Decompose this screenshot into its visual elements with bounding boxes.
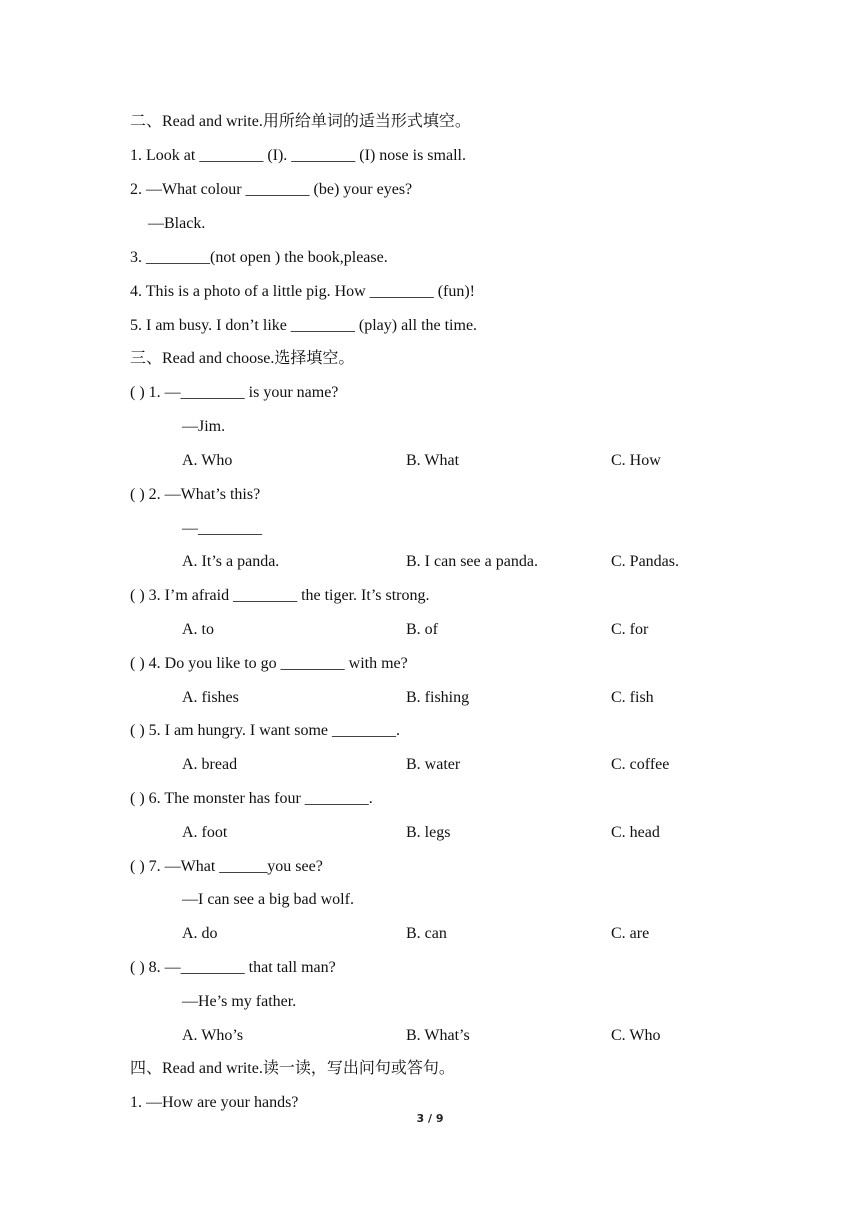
question-6-stem: ( ) 6. The monster has four ________. <box>130 790 373 807</box>
question-8-option-c: C. Who <box>611 1027 661 1044</box>
section2-heading: 二、Read and write.用所给单词的适当形式填空。 <box>130 113 471 130</box>
question-4-option-a: A. fishes <box>182 689 239 706</box>
question-8-option-b: B. What’s <box>406 1027 470 1044</box>
question-2-option-b: B. I can see a panda. <box>406 553 538 570</box>
question-7-stem: ( ) 7. —What ______you see? <box>130 858 323 875</box>
question-2-reply: —________ <box>182 520 262 537</box>
section2-item-4: 4. This is a photo of a little pig. How ________ (fun)! <box>130 283 475 300</box>
question-1-option-b: B. What <box>406 452 460 469</box>
question-8-reply: —He’s my father. <box>182 993 297 1010</box>
section2-item-2-reply: —Black. <box>148 215 206 232</box>
question-6-option-c: C. head <box>611 824 660 841</box>
section3-heading: 三、Read and choose.选择填空。 <box>130 350 355 367</box>
question-3-option-a: A. to <box>182 621 214 638</box>
question-6-option-b: B. legs <box>406 824 451 841</box>
question-7-option-c: C. are <box>611 925 650 942</box>
section2-item-3: 3. ________(not open ) the book,please. <box>130 249 388 266</box>
question-1-stem: ( ) 1. —________ is your name? <box>130 384 339 401</box>
question-1-reply: —Jim. <box>182 418 226 435</box>
question-4-option-c: C. fish <box>611 689 654 706</box>
question-4-stem: ( ) 4. Do you like to go ________ with me? <box>130 655 408 672</box>
question-3-option-c: C. for <box>611 621 649 638</box>
question-5-stem: ( ) 5. I am hungry. I want some ________. <box>130 722 401 739</box>
question-5-option-c: C. coffee <box>611 756 670 773</box>
question-5-option-a: A. bread <box>182 756 238 773</box>
question-5-option-b: B. water <box>406 756 461 773</box>
section2-item-5: 5. I am busy. I don’t like ________ (play) all the time. <box>130 317 478 334</box>
question-1-option-c: C. How <box>611 452 661 469</box>
question-3-option-b: B. of <box>406 621 438 638</box>
question-2-option-c: C. Pandas. <box>611 553 679 570</box>
question-7-option-b: B. can <box>406 925 447 942</box>
section2-item-1: 1. Look at ________ (I). ________ (I) nose is small. <box>130 147 466 164</box>
question-8-stem: ( ) 8. —________ that tall man? <box>130 959 336 976</box>
question-2-stem: ( ) 2. —What’s this? <box>130 486 261 503</box>
question-3-stem: ( ) 3. I’m afraid ________ the tiger. It’s strong. <box>130 587 430 604</box>
section4-heading: 四、Read and write.读一读，写出问句或答句。 <box>130 1060 455 1077</box>
question-6-option-a: A. foot <box>182 824 228 841</box>
section2-item-2: 2. —What colour ________ (be) your eyes? <box>130 181 413 198</box>
question-7-option-a: A. do <box>182 925 218 942</box>
section4-item-1: 1. —How are your hands? <box>130 1094 299 1111</box>
question-8-option-a: A. Who’s <box>182 1027 244 1044</box>
question-7-reply: —I can see a big bad wolf. <box>182 891 354 908</box>
page-number: 3 / 9 <box>416 1112 444 1125</box>
question-2-option-a: A. It’s a panda. <box>182 553 280 570</box>
question-1-option-a: A. Who <box>182 452 233 469</box>
question-4-option-b: B. fishing <box>406 689 470 706</box>
